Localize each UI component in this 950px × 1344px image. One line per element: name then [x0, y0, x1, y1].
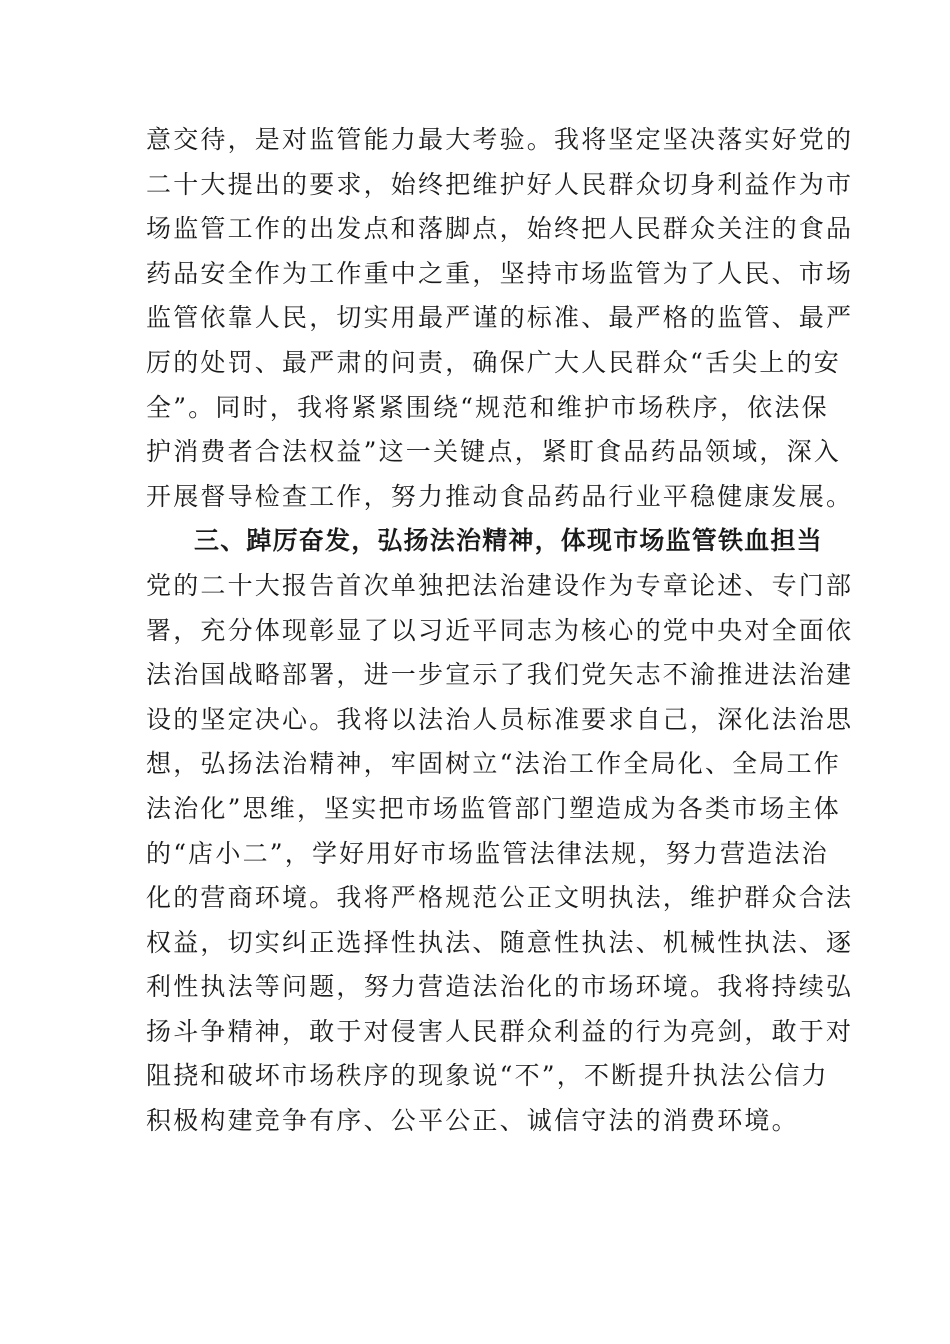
- body-line: 法治化”思维，坚实把市场监管部门塑造成为各类市场主体: [146, 793, 841, 823]
- body-line: 二十大提出的要求，始终把维护好人民群众切身利益作为市: [146, 169, 854, 199]
- body-line: 开展督导检查工作，努力推动食品药品行业平稳健康发展。: [146, 481, 854, 511]
- body-line: 设的坚定决心。我将以法治人员标准要求自己，深化法治思: [146, 704, 854, 734]
- body-line: 意交待，是对监管能力最大考验。我将坚定坚决落实好党的: [146, 125, 854, 154]
- body-line: 全”。同时，我将紧紧围绕“规范和维护市场秩序，依法保: [146, 392, 829, 422]
- body-line: 扬斗争精神，敢于对侵害人民群众利益的行为亮剑，敢于对: [146, 1016, 854, 1046]
- body-line: 厉的处罚、最严肃的问责，确保广大人民群众“舌尖上的安: [146, 347, 841, 377]
- document-body: [146, 118, 854, 1144]
- body-line: 的“店小二”，学好用好市场监管法律法规，努力营造法治: [146, 838, 829, 868]
- body-line: 法治国战略部署，进一步宣示了我们党矢志不渝推进法治建: [146, 660, 854, 690]
- body-line: 想，弘扬法治精神，牢固树立“法治工作全局化、全局工作: [146, 749, 841, 779]
- body-line: 场监管工作的出发点和落脚点，始终把人民群众关注的食品: [146, 214, 854, 244]
- body-line: 积极构建竞争有序、公平公正、诚信守法的消费环境。: [146, 1106, 799, 1136]
- section-heading: 三、踔厉奋发，弘扬法治精神，体现市场监管铁血担当: [194, 526, 823, 556]
- body-line: 护消费者合法权益”这一关键点，紧盯食品药品领域，深入: [146, 437, 841, 467]
- body-line: 阻挠和破坏市场秩序的现象说“不”，不断提升执法公信力: [146, 1061, 829, 1091]
- body-line: 药品安全作为工作重中之重，坚持市场监管为了人民、市场: [146, 258, 854, 288]
- body-line: 利性执法等问题，努力营造法治化的市场环境。我将持续弘: [146, 972, 854, 1002]
- body-line: 权益，切实纠正选择性执法、随意性执法、机械性执法、逐: [146, 927, 854, 957]
- body-line: 署，充分体现彰显了以习近平同志为核心的党中央对全面依: [146, 615, 854, 645]
- body-line: 化的营商环境。我将严格规范公正文明执法，维护群众合法: [146, 883, 854, 913]
- body-line: 监管依靠人民，切实用最严谨的标准、最严格的监管、最严: [146, 303, 854, 333]
- body-line: 党的二十大报告首次单独把法治建设作为专章论述、专门部: [146, 570, 854, 600]
